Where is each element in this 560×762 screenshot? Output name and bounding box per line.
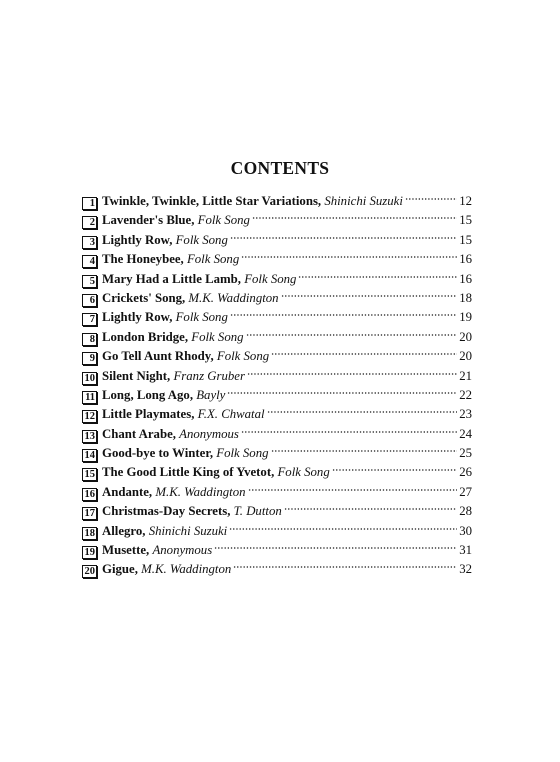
track-number-box: 4 <box>82 255 97 268</box>
song-composer: Folk Song <box>216 446 269 461</box>
page-number: 18 <box>459 290 472 305</box>
toc-entry <box>82 347 472 366</box>
page-number: 20 <box>459 349 472 364</box>
song-title: Silent Night, <box>102 368 171 383</box>
song-composer: Folk Song <box>175 310 228 325</box>
track-number-box: 18 <box>82 527 97 540</box>
track-number-box: 7 <box>82 313 97 326</box>
toc-entry <box>82 250 472 269</box>
toc-entry <box>82 502 472 521</box>
table-of-contents <box>82 192 472 580</box>
page-number: 20 <box>459 329 472 344</box>
song-composer: Folk Song <box>175 232 228 247</box>
toc-entry <box>82 405 472 424</box>
page-number: 15 <box>459 213 472 228</box>
dot-leader <box>230 312 457 318</box>
song-composer: Bayly <box>196 387 226 402</box>
song-composer: M.K. Waddington <box>188 290 279 305</box>
song-title: London Bridge, <box>102 329 189 344</box>
song-title: Go Tell Aunt Rhody, <box>102 349 214 364</box>
song-title: Little Playmates, <box>102 407 195 422</box>
page-number: 12 <box>459 194 472 208</box>
track-number-box: 1 <box>82 197 97 210</box>
track-number-box: 14 <box>82 449 97 462</box>
dot-leader <box>241 254 457 260</box>
song-composer: F.X. Chwatal <box>197 407 265 422</box>
track-number-box: 8 <box>82 333 97 346</box>
toc-entry <box>82 231 472 250</box>
song-composer: Folk Song <box>197 213 250 228</box>
dot-leader <box>247 371 457 377</box>
track-number-box: 16 <box>82 488 97 501</box>
song-title: Lavender's Blue, <box>102 213 195 228</box>
dot-leader <box>214 545 457 551</box>
track-number-box: 3 <box>82 236 97 249</box>
page-number: 32 <box>459 562 472 577</box>
track-number-box: 11 <box>82 391 97 404</box>
toc-entry <box>82 560 472 579</box>
song-title: Long, Long Ago, <box>102 387 194 402</box>
song-title: Gigue, <box>102 562 138 577</box>
dot-leader <box>227 390 457 396</box>
dot-leader <box>248 487 457 493</box>
dot-leader <box>271 351 457 357</box>
dot-leader <box>284 506 457 512</box>
toc-entry <box>82 463 472 482</box>
toc-entry <box>82 308 472 327</box>
track-number-box: 6 <box>82 294 97 307</box>
toc-entry <box>82 192 472 211</box>
dot-leader <box>230 235 457 241</box>
song-composer: Shinichi Suzuki <box>324 194 403 208</box>
track-number-box: 19 <box>82 546 97 559</box>
toc-entry <box>82 289 472 308</box>
page-number: 16 <box>459 271 472 286</box>
song-composer: Franz Gruber <box>173 368 245 383</box>
page-number: 31 <box>459 543 472 558</box>
song-composer: Anonymous <box>152 543 213 558</box>
page-title: CONTENTS <box>230 158 330 178</box>
track-number-box: 12 <box>82 410 97 423</box>
page-number: 15 <box>459 232 472 247</box>
song-title: Crickets' Song, <box>102 290 186 305</box>
dot-leader <box>271 448 458 454</box>
song-composer: Folk Song <box>216 349 270 364</box>
track-number-box: 20 <box>82 565 97 578</box>
dot-leader <box>267 409 457 415</box>
song-composer: M.K. Waddington <box>141 562 232 577</box>
toc-entry <box>82 483 472 502</box>
song-title: Twinkle, Twinkle, Little Star Variations, <box>102 194 322 208</box>
song-title: Christmas-Day Secrets, <box>102 504 231 519</box>
dot-leader <box>281 293 457 299</box>
page-number: 22 <box>459 387 472 402</box>
page-number: 21 <box>459 368 472 383</box>
dot-leader <box>233 564 457 570</box>
toc-entry <box>82 328 472 347</box>
toc-entry <box>82 541 472 560</box>
song-title: Allegro, <box>102 523 146 538</box>
dot-leader <box>241 429 457 435</box>
song-composer: Shinichi Suzuki <box>148 523 228 538</box>
toc-entry <box>82 367 472 386</box>
track-number-box: 17 <box>82 507 97 520</box>
song-title: Chant Arabe, <box>102 426 176 441</box>
track-number-box: 5 <box>82 275 97 288</box>
song-composer: M.K. Waddington <box>155 484 246 499</box>
song-title: Musette, <box>102 543 150 558</box>
song-title: Lightly Row, <box>102 232 173 247</box>
toc-entry <box>82 211 472 230</box>
song-composer: Folk Song <box>191 329 244 344</box>
page-number: 16 <box>459 252 472 267</box>
dot-leader <box>252 215 457 221</box>
toc-entry <box>82 425 472 444</box>
track-number-box: 10 <box>82 372 97 385</box>
song-title: Good-bye to Winter, <box>102 446 214 461</box>
song-composer: Folk Song <box>186 252 240 267</box>
dot-leader <box>405 196 457 202</box>
toc-entry <box>82 444 472 463</box>
song-composer: Folk Song <box>277 465 330 480</box>
page-number: 19 <box>459 310 472 325</box>
song-title: The Honeybee, <box>102 252 184 267</box>
track-number-box: 15 <box>82 468 97 481</box>
page-number: 27 <box>459 484 472 499</box>
page-number: 24 <box>459 426 472 441</box>
dot-leader <box>332 467 457 473</box>
track-number-box: 2 <box>82 216 97 229</box>
song-composer: Anonymous <box>179 426 239 441</box>
song-title: Andante, <box>102 484 153 499</box>
song-title: Lightly Row, <box>102 310 173 325</box>
page-number: 28 <box>459 504 472 519</box>
page-number: 25 <box>459 446 472 461</box>
dot-leader <box>298 274 457 280</box>
toc-entry <box>82 386 472 405</box>
page-number: 23 <box>459 407 472 422</box>
song-title: Mary Had a Little Lamb, <box>102 271 241 286</box>
song-composer: T. Dutton <box>233 504 282 519</box>
toc-entry <box>82 270 472 289</box>
toc-entry <box>82 522 472 541</box>
track-number-box: 9 <box>82 352 97 365</box>
song-composer: Folk Song <box>244 271 297 286</box>
dot-leader <box>229 526 457 532</box>
track-number-box: 13 <box>82 430 97 443</box>
page-number: 30 <box>459 523 472 538</box>
song-title: The Good Little King of Yvetot, <box>102 465 275 480</box>
page-number: 26 <box>459 465 472 480</box>
dot-leader <box>246 332 457 338</box>
